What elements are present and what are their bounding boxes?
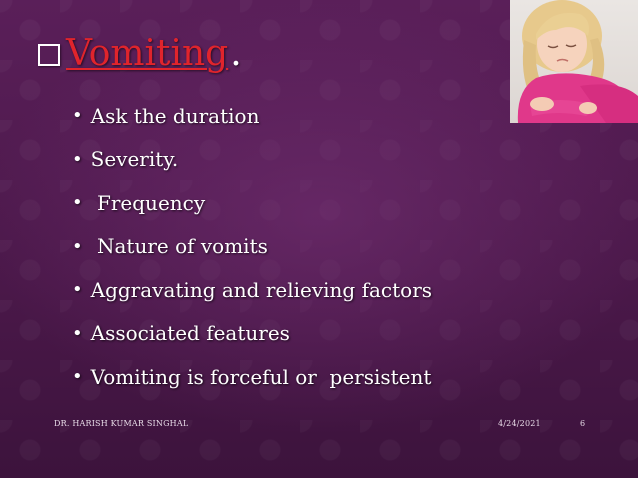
- footer-page-number: 6: [580, 419, 586, 428]
- bullet-list: [72, 94, 432, 399]
- slide-title: [38, 33, 242, 74]
- bullet-text: Severity.: [90, 147, 179, 172]
- footer-author: DR. HARISH KUMAR SINGHAL: [54, 419, 189, 428]
- bullet-dot-icon: •: [72, 148, 83, 170]
- bullet-item: [72, 138, 432, 182]
- bullet-text: Ask the duration: [90, 103, 260, 128]
- bullet-text: Aggravating and relieving factors: [90, 277, 433, 302]
- title-text: Vomiting: [66, 33, 229, 74]
- bullet-item: [72, 225, 432, 269]
- bullet-dot-icon: •: [72, 366, 83, 388]
- bullet-item: [72, 355, 432, 399]
- bullet-dot-icon: •: [72, 279, 83, 301]
- bullet-item: [72, 94, 432, 138]
- bullet-item: [72, 181, 432, 225]
- bullet-dot-icon: •: [72, 235, 83, 257]
- title-suffix: .: [230, 33, 242, 74]
- child-illustration: [510, 0, 638, 123]
- bullet-item: [72, 268, 432, 312]
- bullet-item: [72, 312, 432, 356]
- bullet-text: Associated features: [90, 321, 290, 346]
- bullet-dot-icon: •: [72, 192, 83, 214]
- child-photo: [510, 0, 638, 123]
- bullet-text: Vomiting is forceful or persistent: [90, 364, 432, 389]
- bullet-text: Nature of vomits: [90, 234, 268, 259]
- footer-date: 4/24/2021: [498, 419, 541, 428]
- bullet-text: Frequency: [90, 190, 206, 215]
- checkbox-bullet-icon: [38, 44, 60, 66]
- bullet-dot-icon: •: [72, 322, 83, 344]
- bullet-dot-icon: •: [72, 105, 83, 127]
